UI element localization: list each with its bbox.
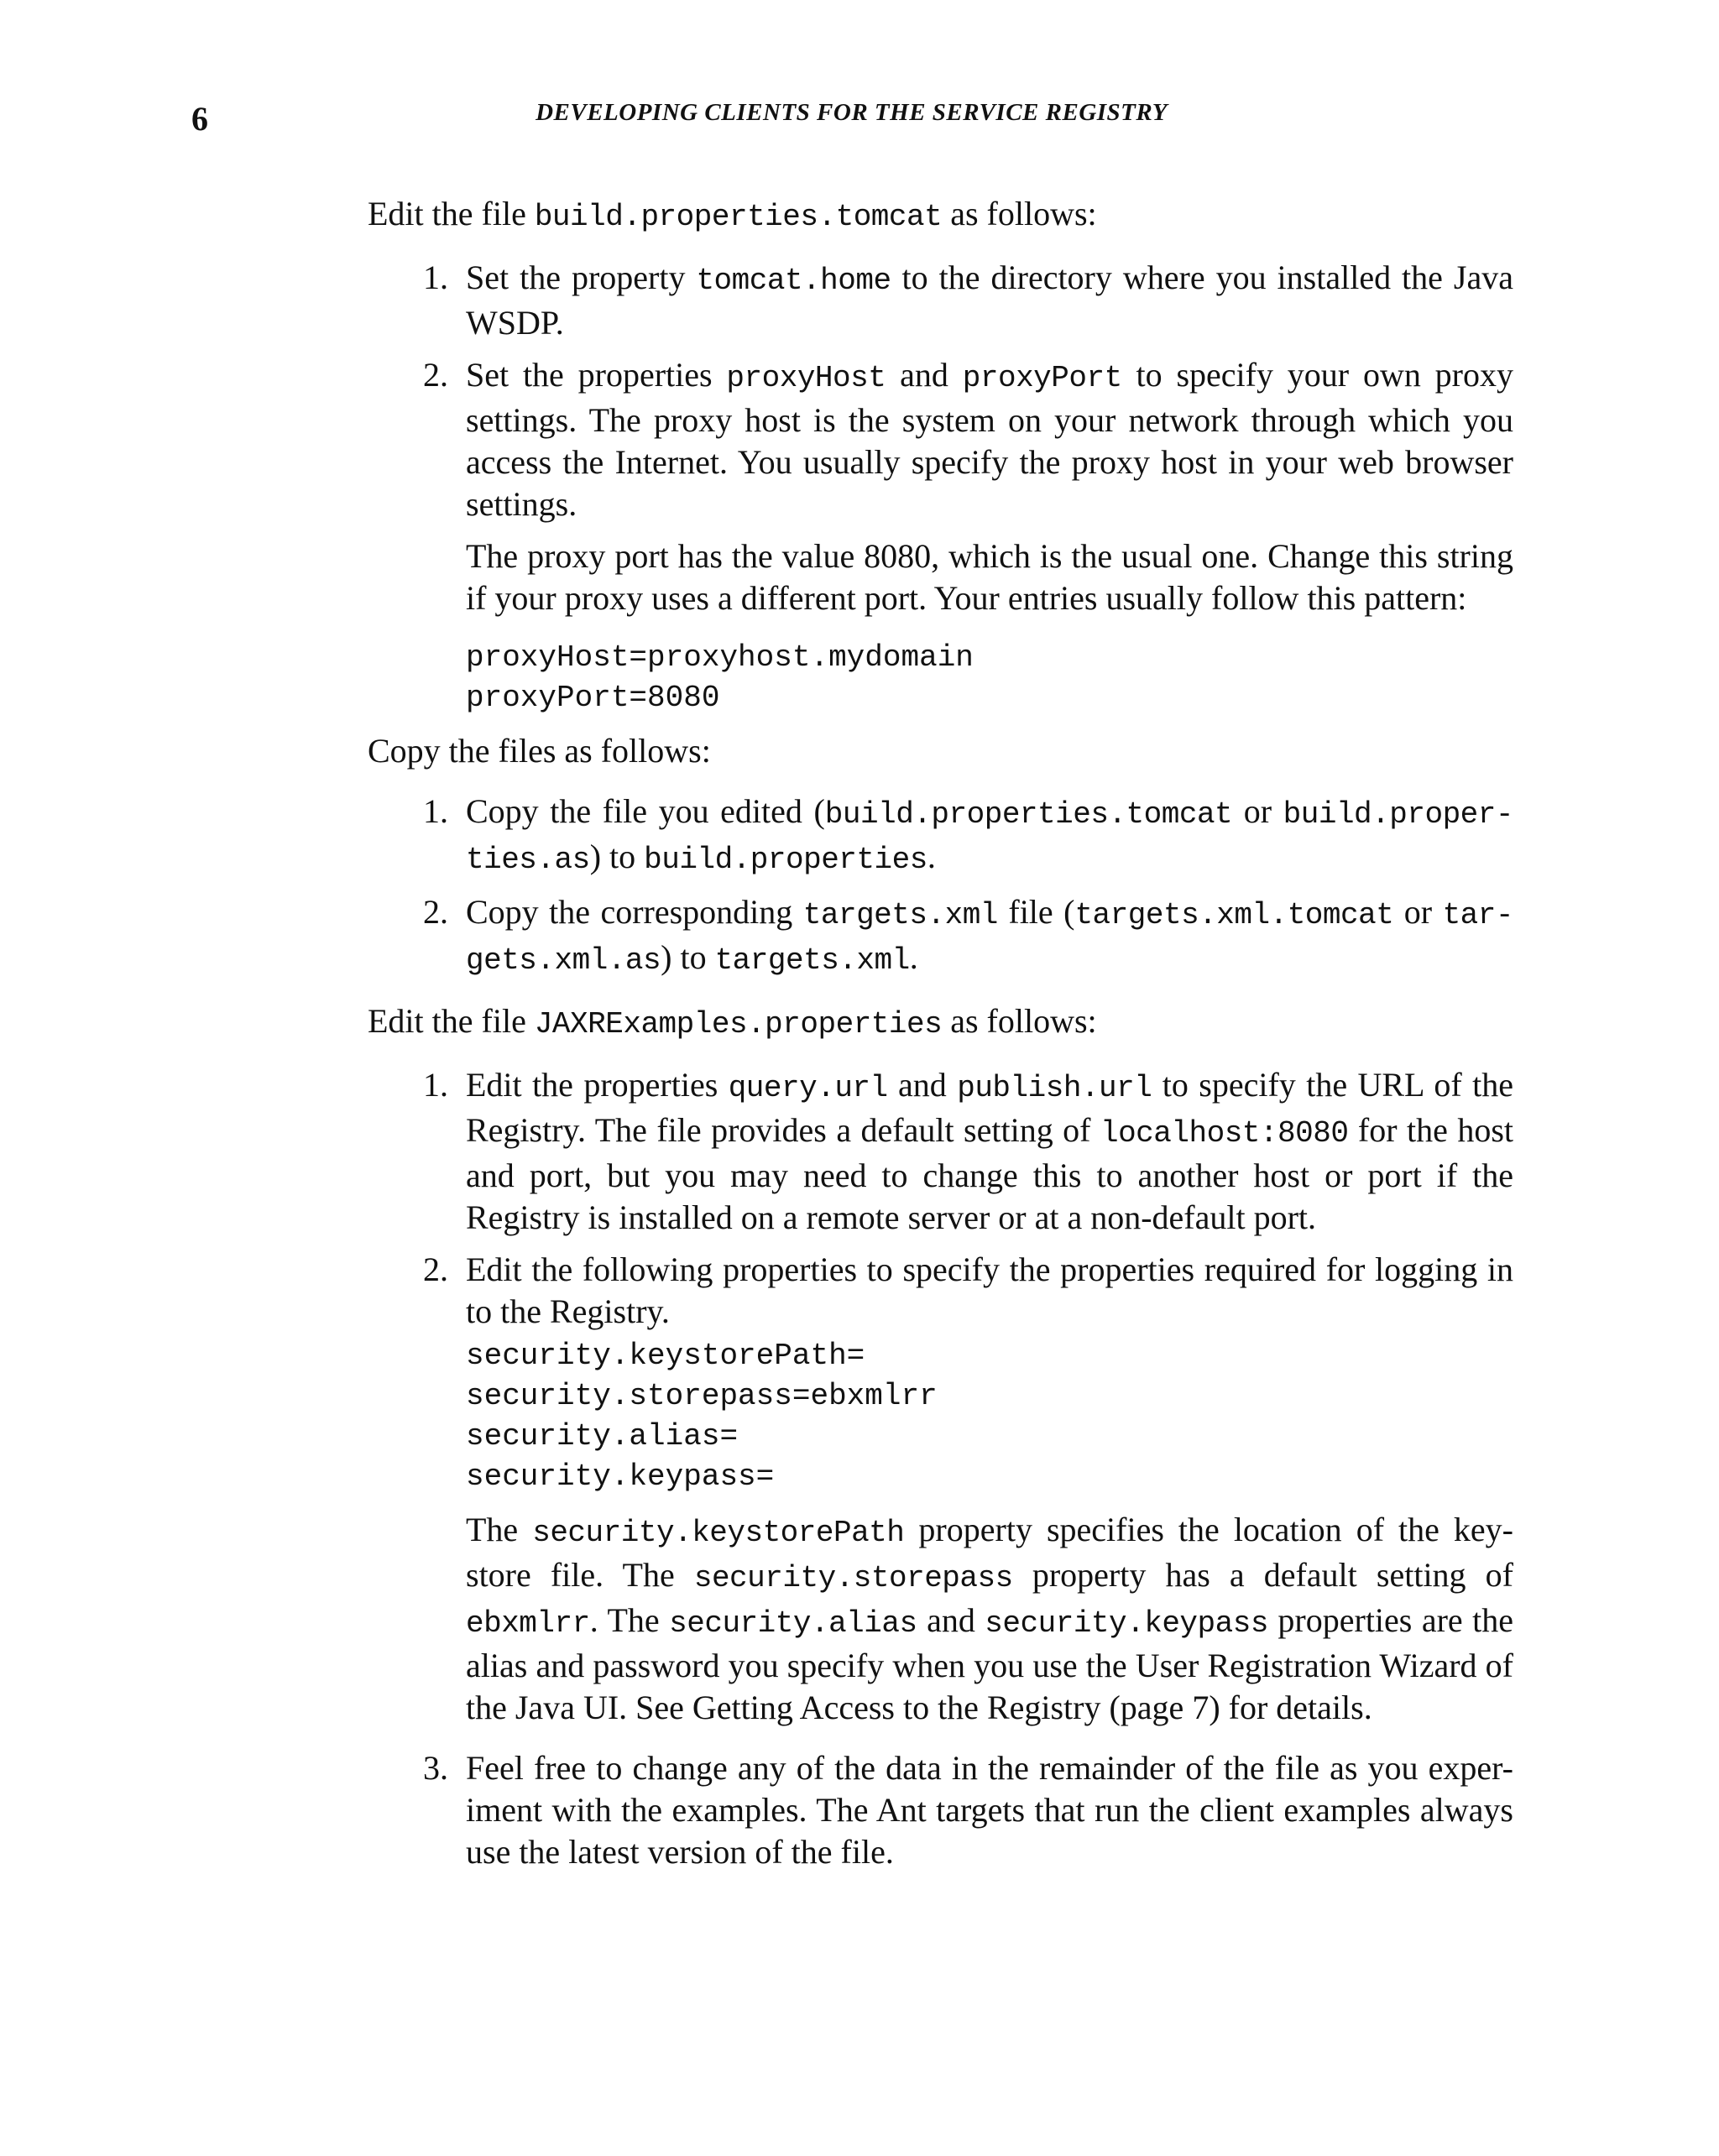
- filename-code: build.properties.tomcat: [534, 200, 943, 234]
- paragraph: The security.keystorePath property specifies the location of the key-store file. The security.storepass property has a default setting of ebxmlrr. The security.alias and security.keypass properties are the alias and password you specify when you use the User Registration Wizard of the Java UI. See Getting Access to the Registry (page 7) for details.: [466, 1511, 1513, 1726]
- inline-code: ebxmlrr: [466, 1606, 590, 1641]
- inline-code: proxyHost: [726, 361, 886, 395]
- copy-steps-list: [368, 791, 1513, 982]
- running-head: DEVELOPING CLIENTS FOR THE SERVICE REGISTRY: [536, 99, 1168, 126]
- inline-code: publish.url: [957, 1071, 1152, 1105]
- inline-code: targets.xml: [802, 898, 998, 932]
- inline-code: localhost:8080: [1100, 1116, 1349, 1151]
- list-item: 1. Set the property tomcat.home to the directory where you installed the Java WSDP.: [423, 258, 1513, 342]
- item-number: 3.: [423, 1749, 448, 1787]
- list-item: 1. Edit the properties query.url and publish.url to specify the URL of the Registry. The file provides a default setting of localhost:8080 for the host and port, but you may need to change this to another host or port if the Registry is installed on a remote server or at a non-default port.: [423, 1066, 1513, 1236]
- item-number: 2.: [423, 893, 448, 931]
- inline-code: tar-gets.xml.as: [466, 898, 1513, 978]
- inline-code: security.keystorePath: [532, 1516, 905, 1550]
- inline-code: build.properties: [644, 843, 927, 877]
- item-number: 2.: [423, 1250, 448, 1288]
- jaxr-steps-list: [368, 1064, 1513, 1873]
- list-item: 3. Feel free to change any of the data in the remainder of the file as you exper-iment with the examples. The Ant targets that run the client examples always use the latest version of the file.: [423, 1749, 1513, 1871]
- page-body: [368, 193, 1513, 1873]
- inline-code: security.keypass: [985, 1606, 1268, 1641]
- page-header: [191, 99, 1512, 149]
- item-number: 2.: [423, 356, 448, 394]
- inline-code: tomcat.home: [696, 264, 891, 298]
- code-line: proxyHost=proxyhost.mydomain: [466, 640, 974, 675]
- section-intro-tomcat: Edit the file build.properties.tomcat as follows:: [368, 195, 1097, 234]
- code-line: security.keystorePath=: [466, 1339, 865, 1373]
- item-number: 1.: [423, 258, 448, 296]
- code-line: security.keypass=: [466, 1459, 775, 1494]
- inline-code: query.url: [728, 1071, 888, 1105]
- code-line: security.storepass=ebxmlrr: [466, 1379, 938, 1413]
- item-number: 1.: [423, 792, 448, 830]
- list-item: 2. Set the properties proxyHost and proxyPort to specify your own proxy settings. The proxy host is the system on your network through which you access the Internet. You usually specify the proxy host in your web browser settings. The proxy port has the value 8080, which is the usual one. Change this string if your proxy uses a different port. Your entries usually follow this pattern: proxyHost=proxyhost.mydomain proxyPort=8080: [368, 354, 1513, 718]
- inline-code: security.storepass: [693, 1561, 1013, 1595]
- list-item: 2. Copy the corresponding targets.xml file (targets.xml.tomcat or tar-gets.xml.as) to targets.xml.: [423, 893, 1513, 978]
- filename-code: JAXRExamples.properties: [534, 1007, 943, 1041]
- code-block: [466, 1336, 1513, 1497]
- inline-code: targets.xml.tomcat: [1074, 898, 1394, 932]
- section-intro-copy: Copy the files as follows:: [368, 732, 711, 770]
- item-number: 1.: [423, 1066, 448, 1104]
- inline-code: build.proper-ties.as: [466, 797, 1513, 877]
- inline-code: security.alias: [669, 1606, 917, 1641]
- inline-code: targets.xml: [714, 943, 910, 978]
- code-block: [466, 638, 1513, 718]
- page-number: 6: [191, 100, 208, 138]
- list-item: [368, 1249, 1513, 1729]
- paragraph: Edit the following properties to specify the properties required for logging in to the Registry.: [466, 1250, 1513, 1330]
- tomcat-steps-list: [368, 257, 1513, 718]
- section-intro-jaxr: Edit the file JAXRExamples.properties as follows:: [368, 1002, 1097, 1041]
- code-line: security.alias=: [466, 1419, 739, 1454]
- inline-code: build.properties.tomcat: [824, 797, 1233, 832]
- list-item: 1. Copy the file you edited (build.properties.tomcat or build.proper-ties.as) to build.properties.: [423, 792, 1513, 877]
- inline-code: proxyPort: [962, 361, 1122, 395]
- paragraph: The proxy port has the value 8080, which is the usual one. Change this string if your proxy uses a different port. Your entries usually follow this pattern:: [466, 537, 1513, 617]
- code-line: proxyPort=8080: [466, 681, 720, 715]
